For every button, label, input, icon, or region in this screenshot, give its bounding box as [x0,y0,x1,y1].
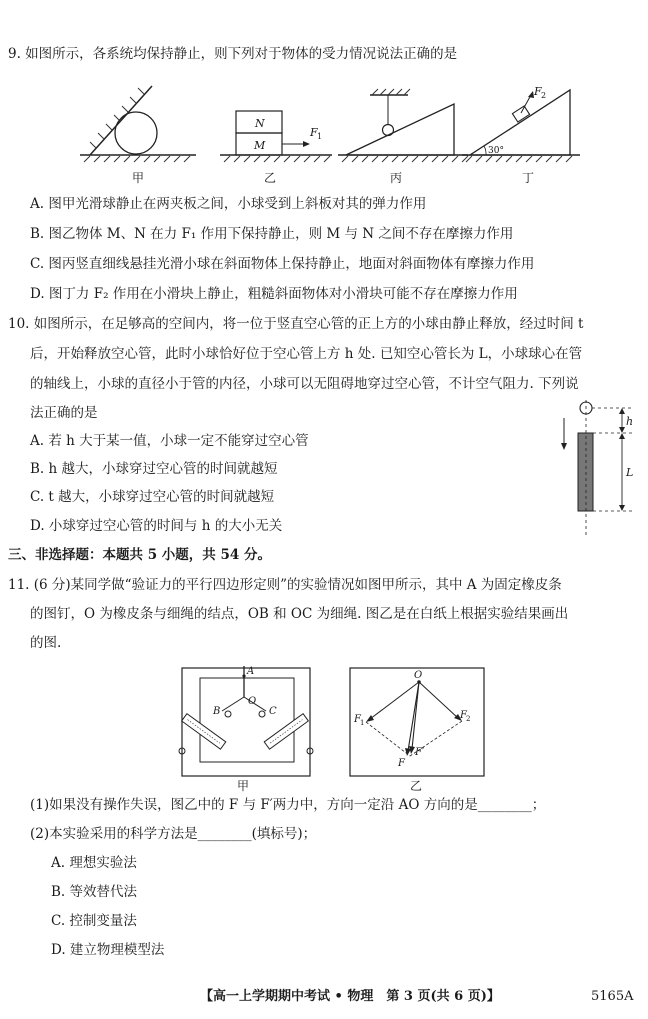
q10-option-c: C. t 越大，小球穿过空心管的时间就越短 [30,489,275,505]
q11-cap-b: 乙 [410,779,423,793]
q11-option-b: B. 等效替代法 [51,884,138,900]
q11-sub-question-2: (2)本实验采用的科学方法是________(填标号)； [30,826,317,842]
q9-label-f1: F [310,126,318,139]
q9-cap-b: 乙 [264,171,277,185]
q11-label-f2: F [460,710,467,721]
exam-code: 5165A [591,989,634,1004]
q9-figure [70,82,590,190]
q11-figure [170,662,490,797]
q9-cap-d: 丁 [522,171,535,185]
q9-cap-c: 丙 [390,171,403,185]
q11-option-a: A. 理想实验法 [51,855,137,871]
q10-stem-line-3: 的轴线上，小球的直径小于管的内径，小球可以无阻碍地穿过空心管，不计空气阻力. 下列说 [30,376,579,392]
page-footer: 【高一上学期期中考试 • 物理 第 3 页(共 6 页)】 [200,989,500,1004]
q9-angle: 30° [488,146,504,156]
q11-label-f1-sub: 1 [360,719,365,727]
q9-label-f2-sub: 2 [541,91,547,100]
q10-stem-line-2: 后，开始释放空心管，此时小球恰好位于空心管上方 h 处. 已知空心管长为 L，小球球心在管 [30,346,583,362]
q11-label-f: F [398,758,405,769]
q9-option-d: D. 图丁力 F₂ 作用在小滑块上静止，粗糙斜面物体对小滑块可能不存在摩擦力作用 [30,286,518,302]
q11-label-a: A [247,666,255,677]
q10-label-l: L [626,466,634,479]
q10-option-a: A. 若 h 大于某一值，小球一定不能穿过空心管 [30,433,309,449]
q11-label-f2-sub: 2 [466,715,471,723]
q9-option-a: A. 图甲光滑球静止在两夹板之间，小球受到上斜板对其的弹力作用 [30,196,427,212]
q11-fig-a [179,666,313,776]
q11-sub-question-1: (1)如果没有操作失误，图乙中的 F 与 F′两力中，方向一定沿 AO 方向的是________； [30,797,546,813]
q11-option-c: C. 控制变量法 [51,913,137,929]
q9-label-f1-sub: 1 [317,132,323,141]
q11-label-fp: F′ [415,747,425,758]
q9-label-n: N [255,117,265,130]
q10-stem-line-1: 10. 如图所示，在足够高的空间内，将一位于竖直空心管的正上方的小球由静止释放，经过时间 t [8,316,584,332]
q9-fig-c [338,89,468,162]
q9-cap-a: 甲 [132,171,145,185]
q10-figure [558,400,638,535]
q11-label-f1: F [354,714,361,725]
q11-label-c: C [269,706,277,717]
q11-fig-b [350,668,484,776]
q9-label-m: M [254,139,266,152]
section-3-heading: 三、非选择题：本题共 5 小题，共 54 分。 [8,547,271,563]
q10-label-h: h [626,415,634,428]
q11-stem-line-2: 的图钉，O 为橡皮条与细绳的结点，OB 和 OC 为细绳. 图乙是在白纸上根据实验结果画出 [30,606,569,622]
q9-fig-a [80,86,196,162]
q9-stem: 9. 如图所示，各系统均保持静止，则下列对于物体的受力情况说法正确的是 [8,46,458,62]
q9-fig-d [462,90,580,162]
q11-label-o: O [248,696,257,707]
q11-label-b: B [213,706,221,717]
q11-option-d: D. 建立物理模型法 [51,942,165,958]
q10-option-b: B. h 越大，小球穿过空心管的时间就越短 [30,461,278,477]
q9-option-b: B. 图乙物体 M、N 在力 F₁ 作用下保持静止，则 M 与 N 之间不存在摩擦力作用 [30,226,514,242]
q11-cap-a: 甲 [237,779,250,793]
q10-option-d: D. 小球穿过空心管的时间与 h 的大小无关 [30,518,283,534]
q9-label-f2: F [534,85,542,98]
q11-label-o2: O [414,670,423,681]
q9-option-c: C. 图丙竖直细线悬挂光滑小球在斜面物体上保持静止，地面对斜面物体有摩擦力作用 [30,256,535,272]
q10-stem-line-4: 法正确的是 [30,405,98,421]
q11-stem-line-3: 的图. [30,635,62,651]
q11-stem-line-1: 11. (6 分)某同学做“验证力的平行四边形定则”的实验情况如图甲所示，其中 A 为固定橡皮条 [8,577,562,593]
